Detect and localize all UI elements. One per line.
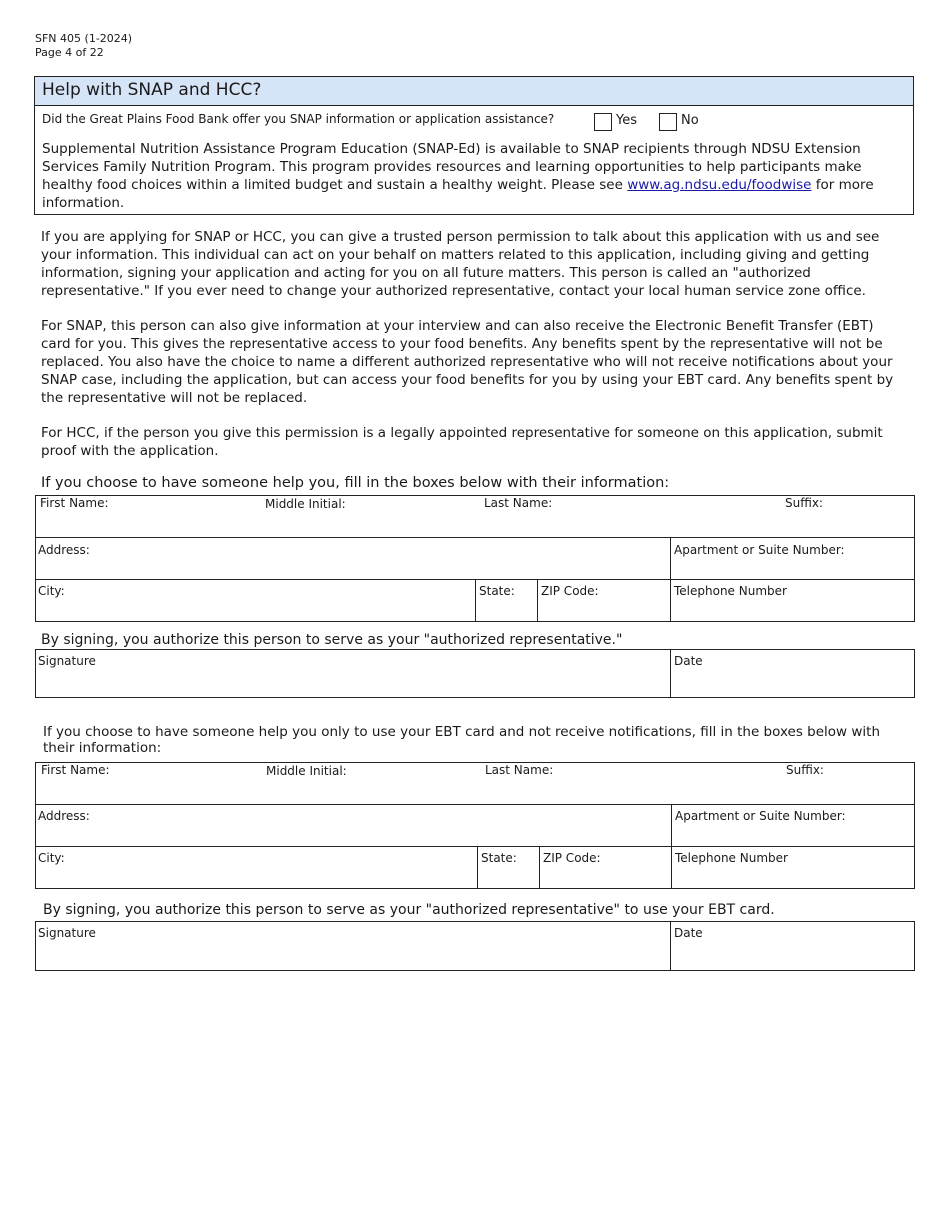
section2-date-field[interactable]: [671, 922, 915, 971]
no-checkbox[interactable]: [659, 113, 677, 131]
snap-ed-body: Supplemental Nutrition Assistance Program Education (SNAP-Ed) is available to SNAP recipients through NDSU Extension Services Family Nutrition Program. This program provides resources and learning opportunities to help participants make healthy food choices within a limited budget and sustain a healthy weight. Please see: [42, 141, 862, 193]
section1-state-field[interactable]: [476, 580, 538, 622]
suffix-label: Suffix:: [786, 763, 824, 777]
middle-initial-label: Middle Initial:: [265, 497, 346, 511]
section2-intro: If you choose to have someone help you only to use your EBT card and not receive notifications, fill in the boxes below with their information:: [43, 724, 881, 756]
section2-zip-field[interactable]: [540, 847, 672, 889]
city-label: City:: [38, 584, 65, 598]
telephone-label: Telephone Number: [674, 584, 787, 598]
apartment-label: Apartment or Suite Number:: [675, 809, 846, 823]
section2-address-table: [35, 804, 915, 847]
section1-signature-table: [35, 649, 915, 698]
section1-date-field[interactable]: [671, 650, 915, 698]
page-number: Page 4 of 22: [35, 46, 104, 59]
address-label: Address:: [38, 543, 90, 557]
last-name-label: Last Name:: [485, 763, 554, 777]
state-label: State:: [479, 584, 515, 598]
section2-telephone-field[interactable]: [672, 847, 915, 889]
telephone-label: Telephone Number: [675, 851, 788, 865]
signature-label: Signature: [38, 926, 96, 940]
yes-checkbox[interactable]: [594, 113, 612, 131]
foodwise-link[interactable]: www.ag.ndsu.edu/foodwise: [627, 177, 812, 193]
yes-label: Yes: [616, 113, 637, 128]
section1-address-field[interactable]: [36, 538, 671, 580]
section1-address-table: [35, 537, 915, 580]
snap-rep-paragraph: For SNAP, this person can also give information at your interview and can also receive the Electronic Benefit Transfer (EBT) card for you. This gives the representative access to your food benefits. Any benefits spent by the representative will not be replaced. You also have the choice to name a different authorized representative who will not receive notifications about your SNAP case, including the application, but can access your food benefits for you by using your EBT card. Any benefits spent by the representative will not be replaced.: [41, 318, 894, 406]
no-label: No: [681, 113, 699, 128]
section1-sign-intro: By signing, you authorize this person to serve as your "authorized representative.": [41, 632, 623, 648]
section1-name-table: [35, 495, 915, 538]
section1-city-table: [35, 579, 915, 622]
snap-ed-tail: for more information.: [42, 177, 874, 211]
food-bank-question: Did the Great Plains Food Bank offer you SNAP information or application assistance?: [42, 112, 555, 126]
section2-state-field[interactable]: [478, 847, 540, 889]
form-number: SFN 405 (1-2024): [35, 32, 133, 45]
suffix-label: Suffix:: [785, 496, 823, 510]
snap-help-box: [34, 76, 914, 215]
city-label: City:: [38, 851, 65, 865]
first-name-label: First Name:: [40, 496, 109, 510]
section2-city-table: [35, 846, 915, 889]
date-label: Date: [674, 926, 703, 940]
hcc-rep-paragraph: For HCC, if the person you give this permission is a legally appointed representative for someone on this application, submit proof with the application.: [41, 425, 883, 459]
zip-label: ZIP Code:: [543, 851, 601, 865]
section1-name-row[interactable]: [36, 496, 915, 538]
section2-name-table: [35, 762, 915, 805]
section2-signature-field[interactable]: [36, 922, 671, 971]
section2-signature-table: [35, 921, 915, 971]
apartment-label: Apartment or Suite Number:: [674, 543, 845, 557]
section2-city-field[interactable]: [36, 847, 478, 889]
state-label: State:: [481, 851, 517, 865]
form-header: [35, 32, 132, 60]
help-box-title: Help with SNAP and HCC?: [42, 80, 262, 100]
authorized-rep-paragraph: If you are applying for SNAP or HCC, you can give a trusted person permission to talk about this application with us and see your information. This individual can act on your behalf on matters related to this application, including giving and getting information, signing your application and acting for you on all future matters. This person is called an "authorized representative." If you ever need to change your authorized representative, contact your local human service zone office.: [41, 229, 880, 299]
snap-ed-text: [42, 140, 902, 212]
last-name-label: Last Name:: [484, 496, 553, 510]
help-box-title-bar: [35, 77, 913, 106]
first-name-label: First Name:: [41, 763, 110, 777]
section1-apartment-field[interactable]: [671, 538, 915, 580]
section1-intro: If you choose to have someone help you, fill in the boxes below with their information:: [41, 475, 670, 491]
section1-telephone-field[interactable]: [671, 580, 915, 622]
middle-initial-label: Middle Initial:: [266, 764, 347, 778]
section2-sign-intro: By signing, you authorize this person to serve as your "authorized representative" to use your EBT card.: [43, 902, 775, 918]
date-label: Date: [674, 654, 703, 668]
zip-label: ZIP Code:: [541, 584, 599, 598]
signature-label: Signature: [38, 654, 96, 668]
address-label: Address:: [38, 809, 90, 823]
section2-address-field[interactable]: [36, 805, 672, 847]
section2-name-row[interactable]: [36, 763, 915, 805]
section1-city-field[interactable]: [36, 580, 476, 622]
section1-signature-field[interactable]: [36, 650, 671, 698]
section2-apartment-field[interactable]: [672, 805, 915, 847]
section1-zip-field[interactable]: [538, 580, 671, 622]
